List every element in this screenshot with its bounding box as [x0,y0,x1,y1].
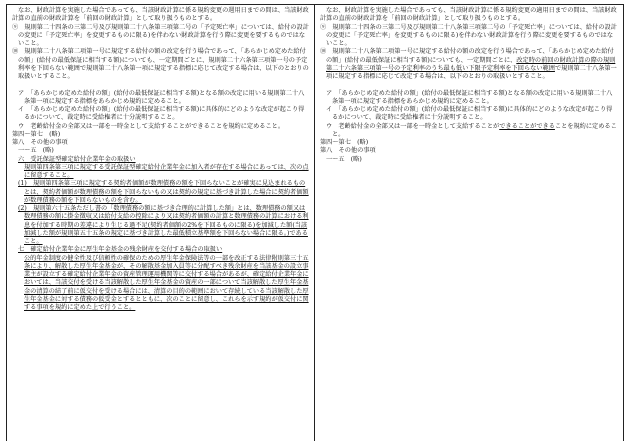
comparison-table [6,4,624,441]
right-item-10-part-c: 下限予定利率を下回らない範囲 [468,64,555,72]
right-item-10-part-d: で規則第二十八条第一項に規定する指標に応じて改定する場合は、以下のとおりの取扱いとすること。 [326,64,617,80]
left-item-9: ⑨ 規則第二十四条の三第二号及び規則第二十八条第三項第二号の「予定死亡率」については、給付の設計の変更に「予定死亡率」を変更するものに限る)を伴わない財政計算を行う際に変更を要するものではないこと。 [12,23,309,47]
right-subsection-1-5: 一～五 (略) [326,155,362,163]
left-subsection-6-item-1: (1) 規則第四条第三項に規定する契約者価額が数理債務の額を下回らないことが確実に見込まれるものとは、契約者価額が数理債務の額を下回らないもの又は契約の規定に基づき計算した場合に契約者価額が数理債務の額を下回らないものを含む。 [18,180,309,204]
right-column-current [315,5,623,441]
right-item-u [320,123,618,140]
right-item-i: イ 「あらかじめ定めた給付の額」(給付の最低保証に相当する額)に具体的にどのような改定が起こり得るかについて、裁定時に受給権者に十分説明すること。 [326,106,613,122]
right-item-9: ⑨ 規則第二十四条の三第二号及び規則第二十八条第三項第二号の「予定死亡率」については、給付の設計の変更に「予定死亡率」を変更するものに限る)を伴わない財政計算を行う際に変更を要するものではないこと。 [320,23,617,47]
right-item-u-part-b: できることができる [499,122,555,130]
left-subsection-6-item-2: (2) 規則第六十五条ただし書の「数理債務の額に基づき合理的に計算した額」とは、数理債務の額又は数理債務の額に掛金徴収又は給付支給の控除により又は契約者価額の計算と数理債務の計算における利息を付加する時期の差違により生じる過不足(契約者価額の2%を下回るものに限る)を加減した額(当該加減した額が規則第五十五条の規定に基づき計算した最低積立基準額を下回らない場合に限る。)であること。 [18,205,309,245]
right-item-10-part-b: 改定時の前回の財政計算の際の規則第二十六条第三項第一号の予定利率のうち最も低い [326,56,616,72]
left-item-i: イ 「あらかじめ定めた給付の額」(給付の最低保証に相当する額)に具体的にどのような改定が起こり得るかについて、裁定時に受給権者に十分説明すること。 [18,106,305,122]
left-section-4-7: 第四～第七 (略) [12,130,61,138]
left-item-a: ア 「あらかじめ定めた給付の額」(給付の最低保証に相当する額)となる額の改定に用いる規則第二十八条第一項に規定する指標をあらかじめ規約に定めること。 [18,89,305,105]
left-column-revised [7,5,315,441]
left-paragraph-note: なお、財政計算を実施した場合であっても、当該財政計算に係る規約変更の週用日までの間は、当該財政計算の直前の財政計算を「前回の財政計算」として取り扱うものとする。 [12,7,309,23]
left-subsection-7-heading: 七 確定給付企業年金に厚生年金基金の残余財産を交付する場合の取扱い [18,246,223,254]
left-item-u: ウ 老齢給付金の全部又は一部を一時金として支給することができることを規約に定めること。 [18,122,285,130]
left-subsection-6-heading: 六 受託保証型確定給付企業年金の取扱い [18,155,136,163]
right-paragraph-note: なお、財政計算を実施した場合であっても、当該財政計算に係る規約変更の適用日までの間は、当該財政計算の直前の財政計算を「前回の財政計算」として取り扱うものとする。 [320,7,617,23]
right-section-4-7: 第四～第七 (略) [320,139,369,146]
right-item-u-part-a: ウ 老齢給付金の全部又は一部を一時金として支給することが [326,122,500,130]
left-subsection-6-body: 規則第四条第三項に規定する受託保証型確定給付企業年金に加入者が存在する場合にあっては、次の点に留意すること。 [24,163,309,179]
left-subsection-7-body: 公的年金制度の健全性及び信頼性の確保のための厚生年金保険法等の一部を改正する法律附則第三十五条により、解散した厚生年金基金が、その解散基金加入員等に分配すべき残余財産を当該基金の設立事業主が設立する確定給付企業年金の資産管理運用機関等に交付する場合があるが、確定給付企業年金においては、当該交付を受ける当該解散した厚生年金基金の資産の一部について当該解散した厚生年金基金の清算の結了前に仮交付を受ける場合には、清算の目的の範囲において存続している当該解散した厚生年金基金に対する債務の仮受金とするとともに、次のことに留意し、これらを示す規約が仮交付に関する事項を規約に定めた上で行うこと。 [24,254,309,311]
right-item-10-part-a: ⑩ 規則第二十八条第二項第一号に規定する給付の額の改定を行う場合であって、「あらかじめ定めた給付の額」(給付の最低保証に相当する額)についても、一定期間ごとに、 [320,48,614,64]
right-section-8: 第八 その他の事項 [320,147,376,155]
right-item-u-part-c: ことを規約に定めること。 [332,122,617,138]
left-section-8: 第八 その他の事項 [12,139,68,146]
left-subsection-1-5: 一～五 (略) [18,147,54,155]
right-item-10 [320,48,618,81]
left-item-10: ⑩ 規則第二十八条第二項第一号に規定する給付の額の改定を行う場合であって、「あらかじめ定めた給付の額」(給付の最低保証に相当する額)についても、一定期間ごとに、規則第二十六条第三項第一号の予定利率を下回らない範囲で規則第二十八条第一項に規定する指標に応じて改定する場合は、以下のとおりの取扱いとすること。 [12,48,309,80]
right-item-a: ア 「あらかじめ定めた給付の額」(給付の最低保証に相当する額)となる額の改定に用いる規則第二十八条第一項に規定する指標をあらかじめ規約に定めること。 [326,89,613,105]
